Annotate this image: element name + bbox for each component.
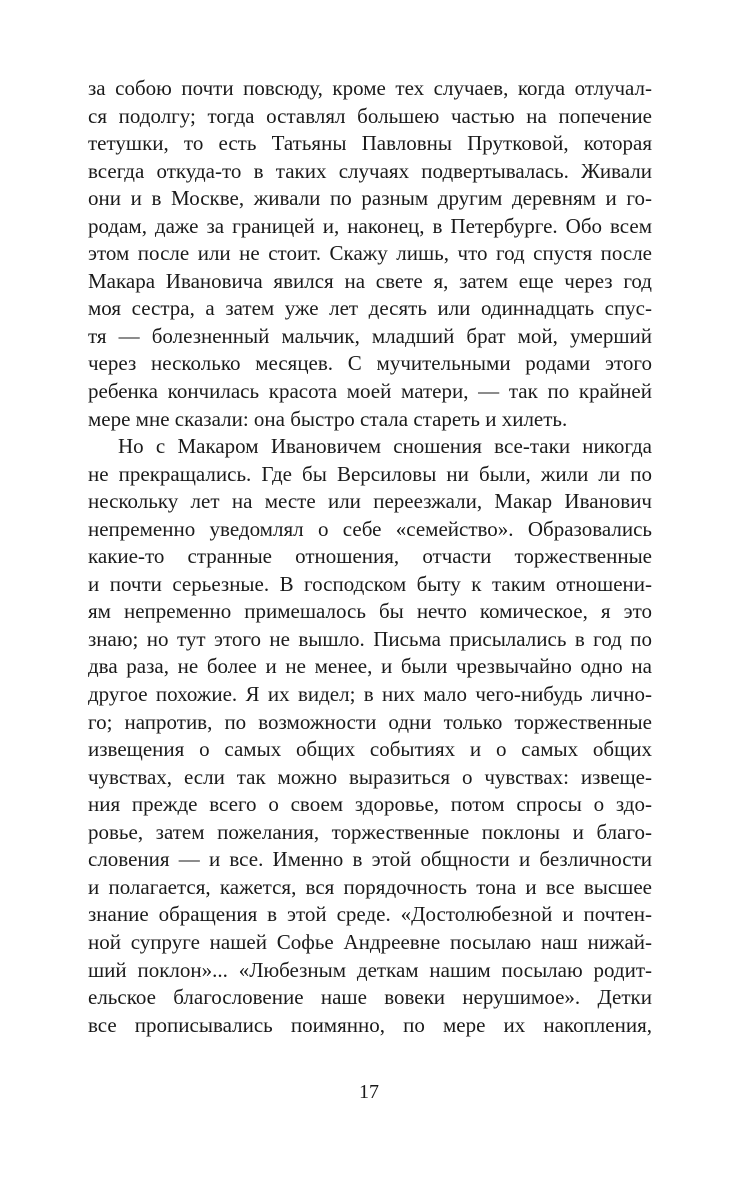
text-line: они и в Москве, живали по разным другим деревням и го- (88, 186, 652, 211)
text-line: го; напротив, по возможности одни только торжественные (88, 709, 652, 734)
text-line: ельское благословение наше вовеки нерушимое». Детки (88, 985, 652, 1010)
text-line: всегда откуда-то в таких случаях подвертывалась. Живали (88, 158, 652, 183)
text-line: и почти серьезные. В господском быту к таким отношени- (88, 571, 652, 596)
text-line: ребенка кончилась красота моей матери, — так по крайней (88, 379, 652, 404)
text-line: какие-то странные отношения, отчасти торжественные (88, 544, 652, 569)
text-line: все прописывались поимянно, по мере их накопления, (88, 1012, 652, 1037)
text-line: мере мне сказали: она быстро стала стареть и хилеть. (88, 406, 568, 431)
text-line: ший поклон»... «Любезным деткам нашим посылаю родит- (88, 957, 652, 982)
text-line: извещения о самых общих событиях и о самых общих (88, 737, 652, 762)
text-line: за собою почти повсюду, кроме тех случаев, когда отлучал- (88, 76, 652, 100)
text-line: другое похожие. Я их видел; в них мало чего-нибудь лично- (88, 682, 652, 707)
text-line: непременно уведомлял о себе «семейство». Образовались (88, 516, 652, 541)
text-line: ровье, затем пожелания, торжественные поклоны и благо- (88, 819, 652, 844)
text-line: через несколько месяцев. С мучительными родами этого (88, 351, 652, 376)
page-number: 17 (359, 1081, 379, 1103)
text-line: словения — и все. Именно в этой общности и безличности (88, 847, 652, 872)
body-text (88, 75, 652, 1039)
text-line: тя — болезненный мальчик, младший брат мой, умерший (88, 323, 652, 348)
text-line: этом после или не стоит. Скажу лишь, что год спустя после (88, 241, 652, 266)
text-line: чувствах, если так можно выразиться о чувствах: извеще- (88, 764, 652, 789)
text-line: ям непременно примешалось бы нечто комическое, я это (88, 599, 652, 624)
text-line: знание обращения в этой среде. «Достолюбезной и почтен- (88, 902, 652, 927)
text-line: не прекращались. Где бы Версиловы ни были, жили ли по (88, 461, 652, 486)
text-line: знаю; но тут этого не вышло. Письма присылались в год по (88, 626, 652, 651)
text-line: ной супруге нашей Софье Андреевне посылаю наш нижай- (88, 929, 652, 954)
text-line: Но с Макаром Ивановичем сношения все-таки никогда (118, 434, 652, 459)
text-line: нескольку лет на месте или переезжали, Макар Иванович (88, 489, 652, 514)
paragraph (88, 75, 652, 433)
text-line: тетушки, то есть Татьяны Павловны Прутковой, которая (88, 131, 652, 156)
text-line: и полагается, кажется, вся порядочность тона и все высшее (88, 874, 652, 899)
text-line: Макара Ивановича явился на свете я, затем еще через год (88, 268, 652, 293)
text-line: родам, даже за границей и, наконец, в Петербурге. Обо всем (88, 213, 652, 238)
text-line: моя сестра, а затем уже лет десять или одиннадцать спус- (88, 296, 652, 321)
text-line: ся подолгу; тогда оставлял большею частью на попечение (88, 103, 652, 128)
text-line: ния прежде всего о своем здоровье, потом спросы о здо- (88, 792, 652, 817)
paragraph (88, 433, 652, 1039)
text-line: два раза, не более и не менее, и были чрезвычайно одно на (88, 654, 652, 679)
